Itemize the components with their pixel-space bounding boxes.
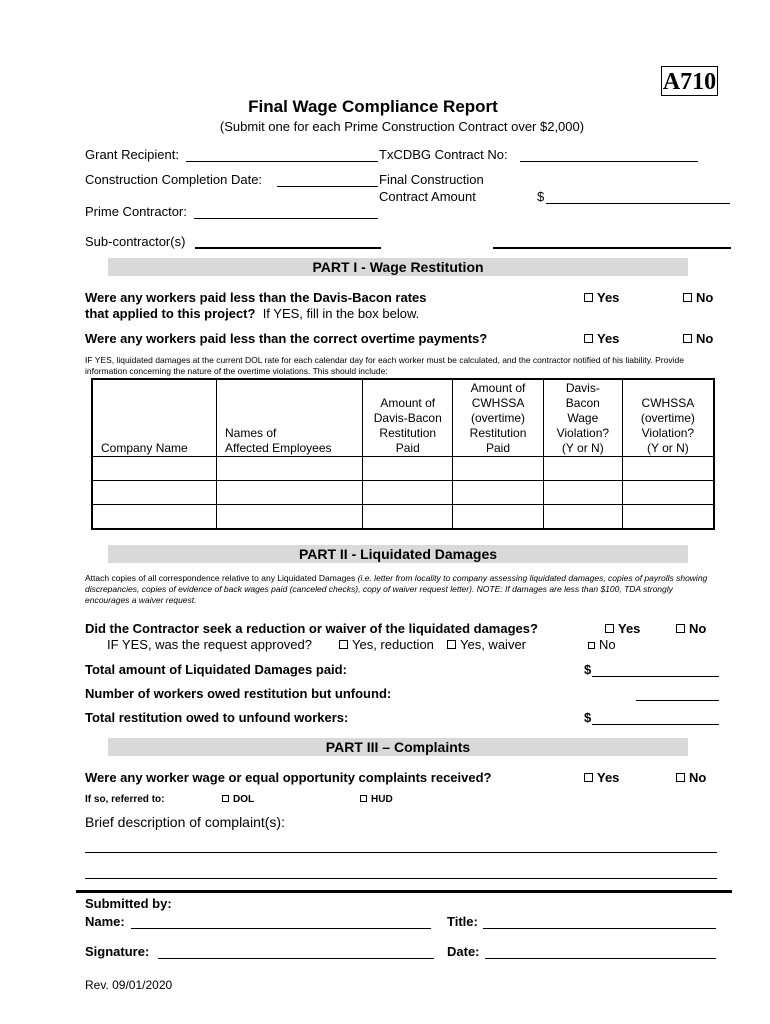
part1-q2-yes-label: Yes	[597, 331, 620, 346]
table-cell[interactable]	[363, 481, 453, 505]
part2-approved-no-label: No	[599, 637, 616, 652]
part1-heading: PART I - Wage Restitution	[312, 259, 484, 275]
part2-q-no[interactable]	[676, 621, 706, 636]
part2-yes-waiver[interactable]	[447, 637, 526, 652]
part2-note	[85, 573, 717, 606]
table-header-line: Violation?	[641, 426, 695, 440]
table-header-cell	[363, 379, 453, 457]
contract-amount-field[interactable]	[546, 203, 730, 204]
prime-contractor-field[interactable]	[194, 218, 378, 219]
part1-q2-no-label: No	[696, 331, 714, 346]
name-field[interactable]	[131, 928, 431, 929]
table-row	[92, 505, 714, 530]
checkbox-icon	[339, 640, 348, 649]
table-header-line: Amount of	[380, 396, 436, 410]
total-ld-paid-field[interactable]	[592, 676, 719, 677]
checkbox-icon	[360, 795, 367, 802]
table-header-cell	[453, 379, 544, 457]
table-cell[interactable]	[92, 457, 217, 481]
submitted-by-label: Submitted by:	[85, 896, 172, 911]
part2-q-yes[interactable]	[605, 621, 640, 636]
restitution-table	[91, 378, 715, 530]
table-cell[interactable]	[217, 505, 363, 530]
checkbox-icon	[447, 640, 456, 649]
part3-q-no-label: No	[689, 770, 707, 785]
part1-q1-instruction: If YES, fill in the box below.	[262, 306, 420, 321]
referred-hud[interactable]	[360, 794, 393, 805]
checkbox-icon	[588, 642, 595, 649]
table-cell[interactable]	[92, 505, 217, 530]
contract-amount-label: Contract Amount	[379, 189, 476, 204]
part1-q2: Were any workers paid less than the correct overtime payments?	[85, 331, 488, 346]
grant-recipient-field[interactable]	[186, 161, 378, 162]
section-divider	[76, 890, 732, 893]
txcdbg-contract-label: TxCDBG Contract No:	[379, 147, 508, 162]
table-cell[interactable]	[92, 481, 217, 505]
title-label: Title:	[447, 914, 478, 929]
checkbox-icon	[584, 293, 593, 302]
completion-date-field[interactable]	[277, 186, 378, 187]
prime-contractor-label: Prime Contractor:	[85, 204, 187, 219]
revision-date: Rev. 09/01/2020	[85, 978, 173, 992]
part3-q-yes-label: Yes	[597, 770, 620, 785]
table-cell[interactable]	[453, 505, 544, 530]
table-header-cell	[92, 379, 217, 457]
table-cell[interactable]	[543, 457, 622, 481]
brief-description-label: Brief description of complaint(s):	[85, 814, 285, 830]
final-construction-label: Final Construction	[379, 172, 484, 187]
contract-amount-dollar: $	[537, 189, 545, 204]
table-header-line: Violation?	[556, 426, 610, 440]
complaint-description-line-1[interactable]	[85, 852, 717, 853]
part1-q1-line1: Were any workers paid less than the Davis-Bacon rates	[85, 290, 427, 305]
complaint-description-line-2[interactable]	[85, 878, 717, 879]
part1-q1-no-label: No	[696, 290, 714, 305]
table-header-line: (Y or N)	[646, 441, 689, 455]
table-cell[interactable]	[543, 505, 622, 530]
txcdbg-contract-field[interactable]	[520, 161, 698, 162]
part3-heading-bar	[108, 738, 688, 756]
part2-if-yes-approved: IF YES, was the request approved?	[107, 637, 312, 652]
part1-q2-yes[interactable]	[584, 331, 619, 346]
table-cell[interactable]	[453, 457, 544, 481]
part1-q1-no[interactable]	[683, 290, 713, 305]
subcontractors-label: Sub-contractor(s)	[85, 234, 186, 249]
part2-heading-bar	[108, 545, 688, 563]
part2-q-reduction: Did the Contractor seek a reduction or waiver of the liquidated damages?	[85, 621, 538, 636]
part1-q1-line2: that applied to this project?	[85, 306, 256, 321]
total-restitution-field[interactable]	[592, 724, 719, 725]
part1-q2-no[interactable]	[683, 331, 713, 346]
part2-heading: PART II - Liquidated Damages	[298, 546, 498, 562]
part2-note-italic: (i.e. letter from locality to company assessing liquidated damages, copies of payrolls showing discrepancies, copies of evidence of back wages paid (canceled checks), copy of waiver request letter). NOTE: If damages are less than $100, TDA strongly encourages a waiver request.	[85, 573, 708, 605]
referred-dol[interactable]	[222, 794, 254, 805]
checkbox-icon	[676, 624, 685, 633]
table-cell[interactable]	[453, 481, 544, 505]
signature-label: Signature:	[85, 944, 150, 959]
subcontractor-field-2[interactable]	[493, 247, 731, 249]
total-restitution-label: Total restitution owed to unfound workers:	[85, 710, 349, 725]
checkbox-icon	[683, 293, 692, 302]
checkbox-icon	[584, 773, 593, 782]
part2-yes-reduction[interactable]	[339, 637, 434, 652]
table-header-line: Wage	[567, 411, 599, 425]
table-header-line: (overtime)	[640, 411, 695, 425]
checkbox-icon	[584, 334, 593, 343]
checkbox-icon	[683, 334, 692, 343]
part1-note: IF YES, liquidated damages at the current DOL rate for each calendar day for each worker must be calculated, and the contractor notified of his liability. Provide information concerning the nature of the overtime violations. This should include:	[85, 355, 684, 376]
part2-q-no-label: No	[689, 621, 707, 636]
total-restitution-dollar: $	[584, 710, 592, 725]
table-header-cell	[622, 379, 714, 457]
table-header-line: Affected Employees	[225, 441, 332, 455]
table-cell[interactable]	[622, 481, 714, 505]
workers-unfound-field[interactable]	[636, 700, 719, 701]
form-title: Final Wage Compliance Report	[248, 97, 498, 116]
title-field[interactable]	[483, 928, 716, 929]
table-header-line: Paid	[395, 441, 420, 455]
part1-heading-bar	[108, 258, 688, 276]
grant-recipient-label: Grant Recipient:	[85, 147, 179, 162]
table-header-line: Paid	[486, 441, 511, 455]
form-code: A710	[661, 66, 718, 96]
table-header-cell	[217, 379, 363, 457]
table-header-line: CWHSSA	[641, 396, 695, 410]
table-header-line: Company Name	[101, 441, 188, 455]
part1-q1-yes-label: Yes	[597, 290, 620, 305]
total-ld-paid-dollar: $	[584, 662, 592, 677]
table-header-line: Amount of	[470, 381, 526, 395]
table-row	[92, 481, 714, 505]
subcontractor-field-1[interactable]	[195, 247, 381, 249]
table-header-line: (Y or N)	[561, 441, 604, 455]
name-label: Name:	[85, 914, 125, 929]
checkbox-icon	[676, 773, 685, 782]
table-cell[interactable]	[622, 505, 714, 530]
table-header-line: Bacon	[565, 396, 600, 410]
table-cell[interactable]	[622, 457, 714, 481]
table-header-line: Restitution	[469, 426, 527, 440]
part3-q-complaints: Were any worker wage or equal opportunity complaints received?	[85, 770, 492, 785]
part3-q-yes[interactable]	[584, 770, 619, 785]
table-cell[interactable]	[217, 481, 363, 505]
table-header-line: (overtime)	[471, 411, 526, 425]
part2-q-yes-label: Yes	[618, 621, 641, 636]
table-row	[92, 457, 714, 481]
part3-q-no[interactable]	[676, 770, 706, 785]
referred-dol-label: DOL	[233, 794, 255, 805]
table-header-row	[92, 379, 714, 457]
table-header-line: Restitution	[379, 426, 437, 440]
part2-yes-waiver-label: Yes, waiver	[460, 637, 526, 652]
part2-yes-reduction-label: Yes, reduction	[352, 637, 434, 652]
part2-approved-no[interactable]	[588, 637, 616, 652]
table-cell[interactable]	[363, 457, 453, 481]
referred-hud-label: HUD	[371, 794, 393, 805]
signature-field[interactable]	[158, 958, 434, 959]
referred-to-label: If so, referred to:	[85, 794, 165, 805]
total-ld-paid-label: Total amount of Liquidated Damages paid:	[85, 662, 347, 677]
checkbox-icon	[222, 795, 229, 802]
table-header-line: CWHSSA	[471, 396, 525, 410]
form-subtitle: (Submit one for each Prime Construction Contract over $2,000)	[219, 119, 585, 134]
completion-date-label: Construction Completion Date:	[85, 172, 263, 187]
table-cell[interactable]	[217, 457, 363, 481]
date-label: Date:	[447, 944, 480, 959]
table-cell[interactable]	[543, 481, 622, 505]
part2-note-plain: Attach copies of all correspondence relative to any Liquidated Damages	[85, 573, 356, 583]
part3-heading: PART III – Complaints	[325, 739, 471, 755]
workers-unfound-label: Number of workers owed restitution but unfound:	[85, 686, 392, 701]
table-header-cell	[543, 379, 622, 457]
date-field[interactable]	[485, 958, 716, 959]
part1-q1-yes[interactable]	[584, 290, 619, 305]
table-header-line: Names of	[225, 426, 277, 440]
table-header-line: Davis-	[565, 381, 600, 395]
checkbox-icon	[605, 624, 614, 633]
table-cell[interactable]	[363, 505, 453, 530]
table-header-line: Davis-Bacon	[373, 411, 442, 425]
